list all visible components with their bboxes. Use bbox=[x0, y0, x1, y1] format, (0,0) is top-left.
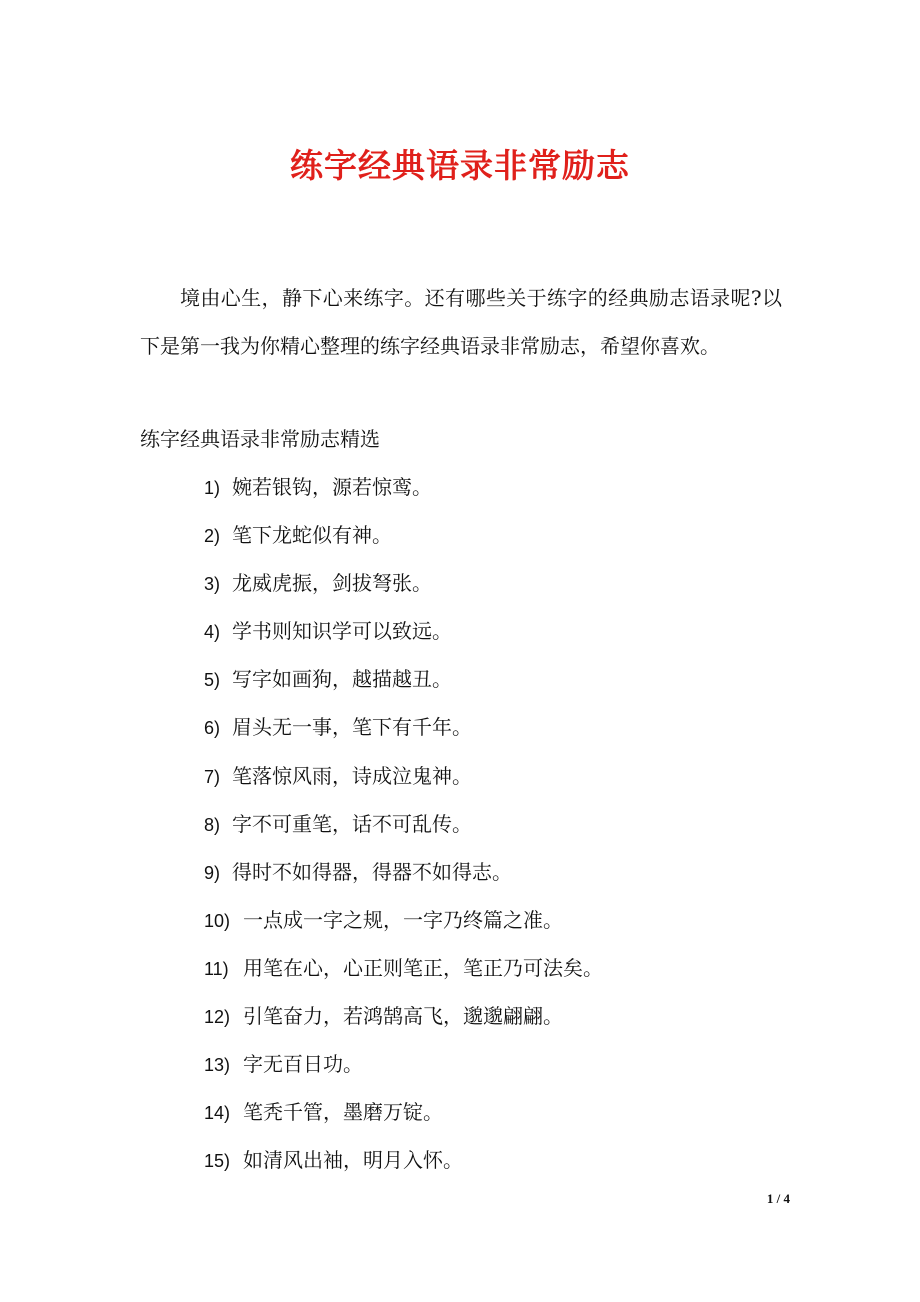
list-item-text: 写字如画狗，越描越丑。 bbox=[232, 667, 452, 692]
list-item-number: 15) bbox=[204, 1151, 231, 1172]
list-item-number: 2) bbox=[204, 526, 221, 547]
list-item-text: 用笔在心，心正则笔正，笔正乃可法矣。 bbox=[243, 955, 603, 980]
list-item-text: 婉若银钩，源若惊鸾。 bbox=[232, 475, 432, 499]
list-item-text: 得时不如得器，得器不如得志。 bbox=[232, 859, 512, 884]
list-item-number: 3) bbox=[204, 574, 221, 595]
list-item-text: 如清风出袖，明月入怀。 bbox=[243, 1148, 463, 1173]
list-item-text: 字不可重笔，话不可乱传。 bbox=[232, 811, 472, 836]
document-title: 练字经典语录非常励志 bbox=[290, 146, 630, 185]
list-item-number: 9) bbox=[204, 862, 221, 883]
list-item-text: 龙威虎振，剑拔弩张。 bbox=[232, 571, 432, 596]
list-item-number: 13) bbox=[204, 1055, 231, 1076]
list-item-number: 1) bbox=[204, 478, 221, 498]
list-item-text: 笔落惊风雨，诗成泣鬼神。 bbox=[232, 763, 472, 788]
list-item-number: 7) bbox=[204, 766, 221, 787]
list-item-text: 笔下龙蛇似有神。 bbox=[232, 523, 392, 548]
list-item-number: 12) bbox=[204, 1007, 231, 1028]
list-item-number: 14) bbox=[204, 1103, 231, 1124]
list-item-number: 8) bbox=[204, 814, 221, 835]
intro-paragraph: 境由心生，静下心来练字。还有哪些关于练字的经典励志语录呢?以下是第一我为你精心整理的练字经典语录非常励志，希望你喜欢。 bbox=[140, 286, 782, 358]
list-item-text: 引笔奋力，若鸿鹄高飞，邈邈翩翩。 bbox=[243, 1004, 563, 1029]
list-item-text: 一点成一字之规，一字乃终篇之准。 bbox=[243, 907, 563, 932]
list-item-text: 眉头无一事，笔下有千年。 bbox=[232, 715, 472, 740]
list-item-text: 学书则知识学可以致远。 bbox=[232, 619, 452, 644]
list-item-number: 6) bbox=[204, 718, 221, 739]
list-item-number: 10) bbox=[204, 910, 231, 931]
list-item-text: 笔秃千管，墨磨万锭。 bbox=[243, 1100, 443, 1125]
page-number: 1 / 4 bbox=[766, 1191, 790, 1206]
list-item-text: 字无百日功。 bbox=[243, 1052, 363, 1077]
section-heading: 练字经典语录非常励志精选 bbox=[140, 427, 380, 451]
list-item-number: 5) bbox=[204, 670, 221, 691]
list-item-number: 11) bbox=[204, 958, 229, 979]
list-item-number: 4) bbox=[204, 622, 221, 643]
